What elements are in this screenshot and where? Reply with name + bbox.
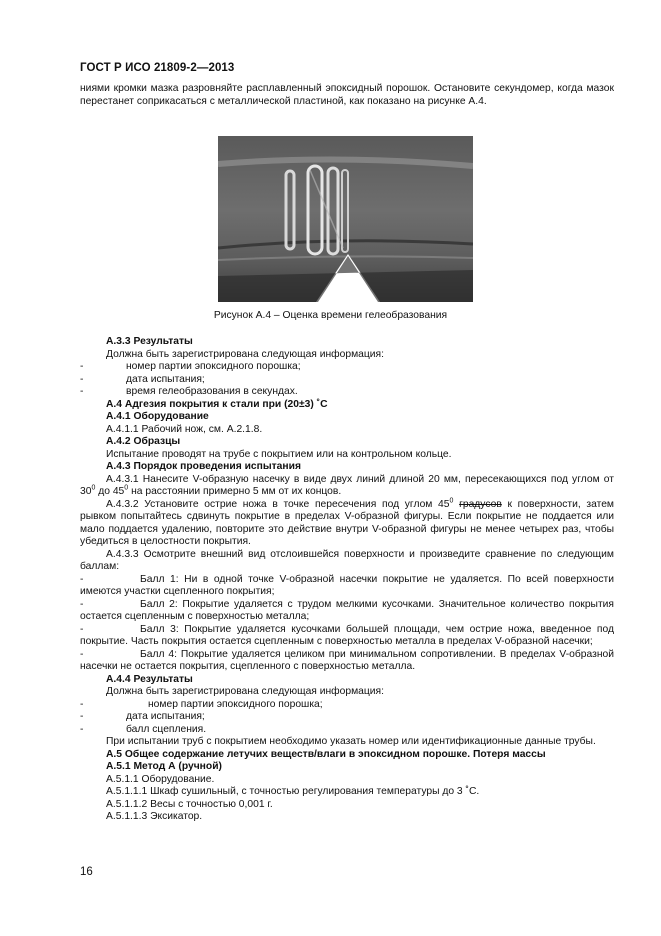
- struck-word: градусов: [459, 498, 502, 510]
- intro-paragraph: ниями кромки мазка разровняйте расплавленный эпоксидный порошок. Остановите секундомер, когда мазок перестанет соприкасаться с металлической пластиной, как показано на рисунке А.4.: [80, 83, 614, 107]
- figure-caption: Рисунок А.4 – Оценка времени гелеобразования: [213, 310, 448, 321]
- a33-item-3: - время гелеобразования в секундах.: [80, 386, 298, 397]
- a5111-text: А.5.1.1.1 Шкаф сушильный, с точностью регулирования температуры до 3 ˚С.: [106, 786, 480, 797]
- a44-lead: Должна быть зарегистрирована следующая информация:: [106, 686, 384, 697]
- a5113-text: А.5.1.1.3 Эксикатор.: [106, 811, 203, 822]
- page-number: 16: [80, 866, 93, 878]
- a44-item-1: - номер партии эпоксидного порошка;: [80, 698, 323, 710]
- heading-a33: А.3.3 Результаты: [106, 336, 193, 347]
- a44-item-3: - балл сцепления.: [80, 723, 207, 735]
- body-text: [80, 336, 614, 824]
- a411-text: А.4.1.1 Рабочий нож, см. А.2.1.8.: [106, 423, 263, 435]
- heading-a42: А.4.2 Образцы: [106, 436, 181, 447]
- a33-item-1: - номер партии эпоксидного порошка;: [80, 361, 301, 372]
- ball-1: - Балл 1: Ни в одной точке V-образной насечки покрытие не удаляется. По всей поверхности имеются участки сцепленного покрытия;: [80, 573, 614, 597]
- heading-a44: А.4.4 Результаты: [106, 673, 193, 685]
- a5112-text: А.5.1.1.2 Весы с точностью 0,001 г.: [106, 798, 273, 810]
- ball-2: - Балл 2: Покрытие удаляется с трудом мелкими кусочками. Значительное количество покрытия остается сцепленным с поверхностью металла;: [80, 598, 614, 622]
- document-header: ГОСТ Р ИСО 21809-2—2013: [80, 62, 235, 74]
- heading-a41: А.4.1 Оборудование: [106, 411, 209, 422]
- figure-photo: [218, 136, 473, 302]
- a433-text: А.4.3.3 Осмотрите внешний вид отслоившейся поверхности и произведите сравнение по следующим баллам:: [80, 548, 614, 572]
- ball-4: - Балл 4: Покрытие удаляется целиком при минимальном сопротивлении. В пределах V-образной насечки не остается покрытия, сцепленного с поверхностью металла.: [80, 648, 614, 672]
- heading-a43: А.4.3 Порядок проведения испытания: [106, 461, 301, 472]
- a432-text: А.4.3.2 Установите острие ножа в точке пересечения под углом $45^0$ градусов к поверхности, затем рывком попытайтесь сдвинуть покрытие в пределах V-образной фигуры. Если покрытие не поддается или мало поддается удалению, повторите это действие внутри V-образной фигуры не менее четырех раз, чтобы убедиться в целостности покрытия.: [80, 497, 614, 547]
- heading-a4: А.4 Адгезия покрытия к стали при (20±3) ˚С: [106, 398, 328, 410]
- a33-lead: Должна быть зарегистрирована следующая информация:: [106, 348, 384, 360]
- a511-text: А.5.1.1 Оборудование.: [106, 773, 215, 785]
- a44-item-2: - дата испытания;: [80, 711, 205, 722]
- a42-text: Испытание проводят на трубе с покрытием или на контрольном кольце.: [106, 448, 452, 460]
- a44-note: При испытании труб с покрытием необходимо указать номер или идентификационные данные трубы.: [106, 736, 596, 747]
- heading-a51: А.5.1 Метод А (ручной): [106, 761, 222, 772]
- ball-3: - Балл 3: Покрытие удаляется кусочками большей площади, чем острие ножа, введенное под покрытие. Часть покрытия остается сцепленным с поверхностью металла в пределах V-образной насечки;: [80, 623, 614, 647]
- heading-a5: А.5 Общее содержание летучих веществ/влаги в эпоксидном порошке. Потеря массы: [106, 748, 546, 760]
- a33-item-2: - дата испытания;: [80, 373, 205, 385]
- a431-text: А.4.3.1 Нанесите V-образную насечку в виде двух линий длиной 20 мм, пересекающихся под углом от $30^0$ до $45^0$ на расстоянии примерно 5 мм от их концов.: [80, 473, 614, 497]
- gel-time-photo-illustration: [218, 136, 473, 302]
